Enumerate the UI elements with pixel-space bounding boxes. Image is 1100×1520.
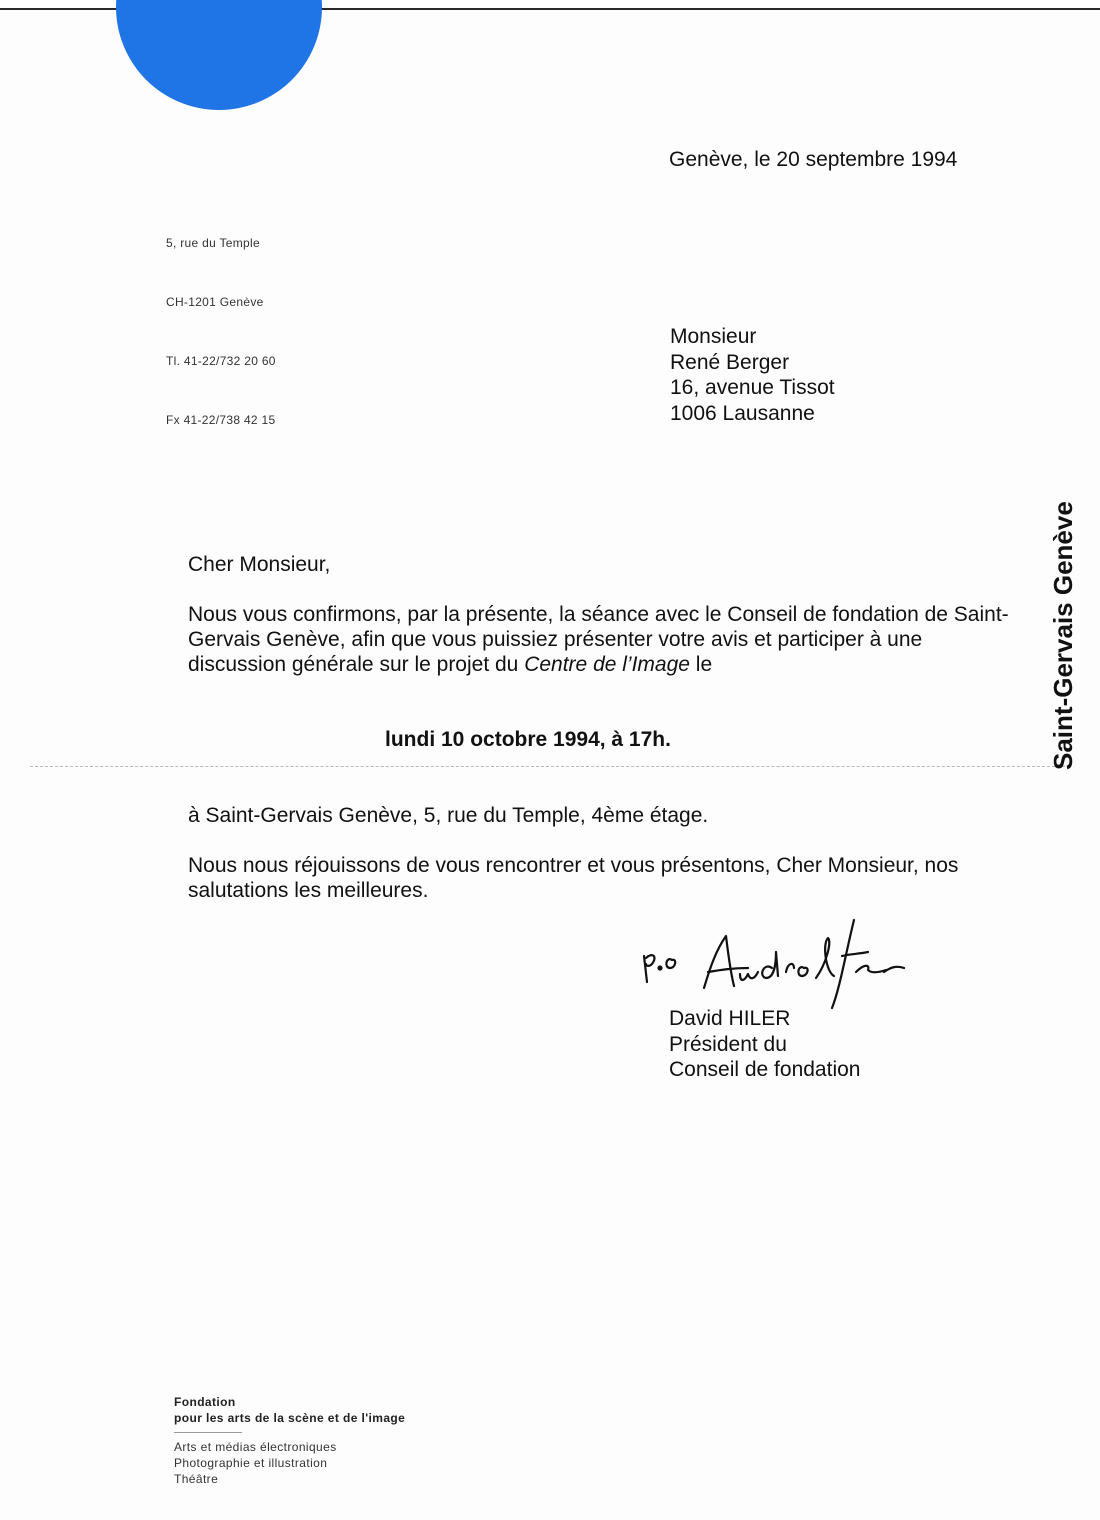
footer-department: Théâtre <box>174 1472 219 1486</box>
footer-department: Photographie et illustration <box>174 1456 328 1470</box>
meeting-location: à Saint-Gervais Genève, 5, rue du Temple, 4ème étage. <box>188 804 709 827</box>
recipient-line: René Berger <box>670 350 790 374</box>
appointment-datetime: lundi 10 octobre 1994, à 17h. <box>385 728 671 751</box>
sender-telephone: Tl. 41-22/732 20 60 <box>166 354 276 368</box>
footer-org-subtitle: pour les arts de la scène et de l'image <box>174 1411 406 1425</box>
signer-title: Président du <box>669 1032 787 1056</box>
paragraph-confirmation <box>188 602 1018 677</box>
signer-title: Conseil de fondation <box>669 1058 861 1081</box>
salutation: Cher Monsieur, <box>188 553 331 576</box>
sender-fax: Fx 41-22/738 42 15 <box>166 413 276 427</box>
footer-org-name: Fondation <box>174 1395 236 1409</box>
sender-address-street: 5, rue du Temple <box>166 236 260 250</box>
paragraph-text: Nous vous confirmons, par la présente, la séance avec le Conseil de fondation de Saint-Gervais Genève, afin que vous puissiez présenter votre avis et participer à une discussion générale sur le projet du <box>188 603 1009 676</box>
recipient-line: 1006 Lausanne <box>670 401 815 425</box>
paper-fold-line <box>30 766 1070 767</box>
recipient-address <box>670 324 835 426</box>
vertical-brand-name: Saint-Gervais Genève <box>1048 501 1078 770</box>
signer-name: David HILER <box>669 1007 791 1030</box>
blue-circle-logo <box>116 0 322 110</box>
project-name: Centre de l’Image <box>524 653 690 676</box>
recipient-line: Monsieur <box>670 325 757 348</box>
footer-organization <box>174 1394 405 1487</box>
signer-block <box>669 1006 860 1083</box>
paragraph-text: le <box>689 653 713 676</box>
footer-department: Arts et médias électroniques <box>174 1440 337 1454</box>
letter-date: Genève, le 20 septembre 1994 <box>669 148 958 171</box>
sender-address-city: CH-1201 Genève <box>166 295 264 309</box>
recipient-line: 16, avenue Tissot <box>670 376 835 399</box>
footer-divider <box>174 1432 242 1433</box>
closing-paragraph: Nous nous réjouissons de vous rencontrer et vous présentons, Cher Monsieur, nos salutations les meilleures. <box>188 854 959 902</box>
